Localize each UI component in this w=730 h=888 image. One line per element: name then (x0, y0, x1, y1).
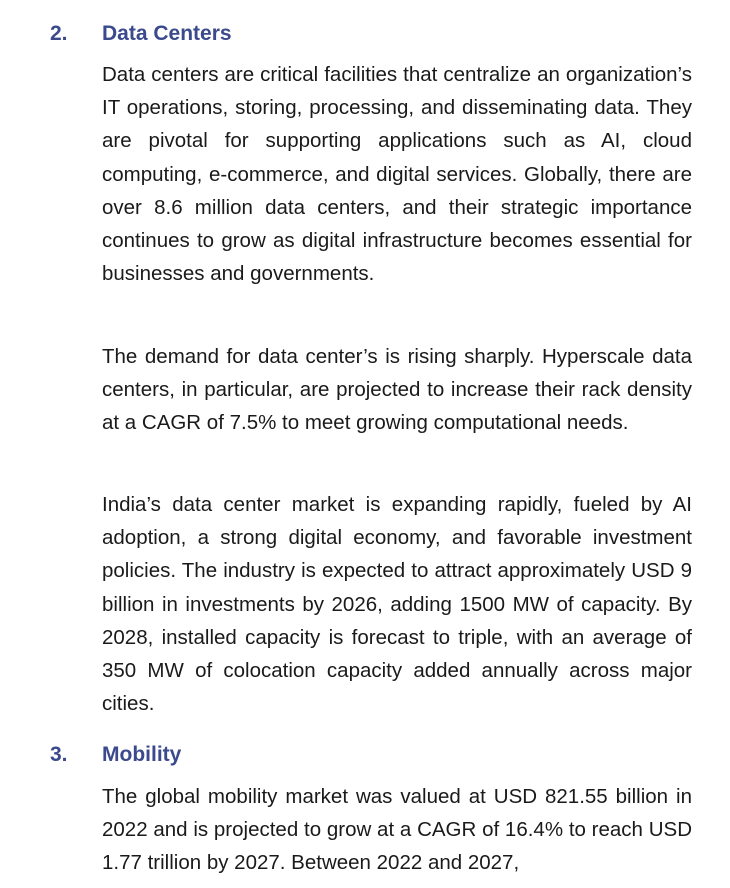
paragraph: India’s data center market is expanding rapidly, fueled by AI adoption, a strong digital economy, and favorable investment policies. The industry is expected to attract approximately USD 9 billion in investments by 2026, adding 1500 MW of capacity. By 2028, installed capacity is forecast to triple, with an average of 350 MW of colocation capacity added annually across major cities. (102, 493, 692, 716)
section-heading: Mobility (102, 743, 182, 766)
section-number: 2. (50, 22, 68, 45)
paragraph: The demand for data center’s is rising sharply. Hyperscale data centers, in particular, are projected to increase their rack density at a CAGR of 7.5% to meet growing computational needs. (102, 345, 692, 435)
paragraph: The global mobility market was valued at USD 821.55 billion in 2022 and is projected to grow at a CAGR of 16.4% to reach USD 1.77 trillion by 2027. Between 2022 and 2027, (102, 785, 692, 875)
section-number: 3. (50, 743, 68, 766)
section-heading: Data Centers (102, 22, 232, 45)
paragraph: Data centers are critical facilities that centralize an organization’s IT operations, storing, processing, and disseminating data. They are pivotal for supporting applications such as AI, cloud computing, e-commerce, and digital services. Globally, there are over 8.6 million data centers, and their strategic importance continues to grow as digital infrastructure becomes essential for businesses and governments. (102, 63, 692, 286)
